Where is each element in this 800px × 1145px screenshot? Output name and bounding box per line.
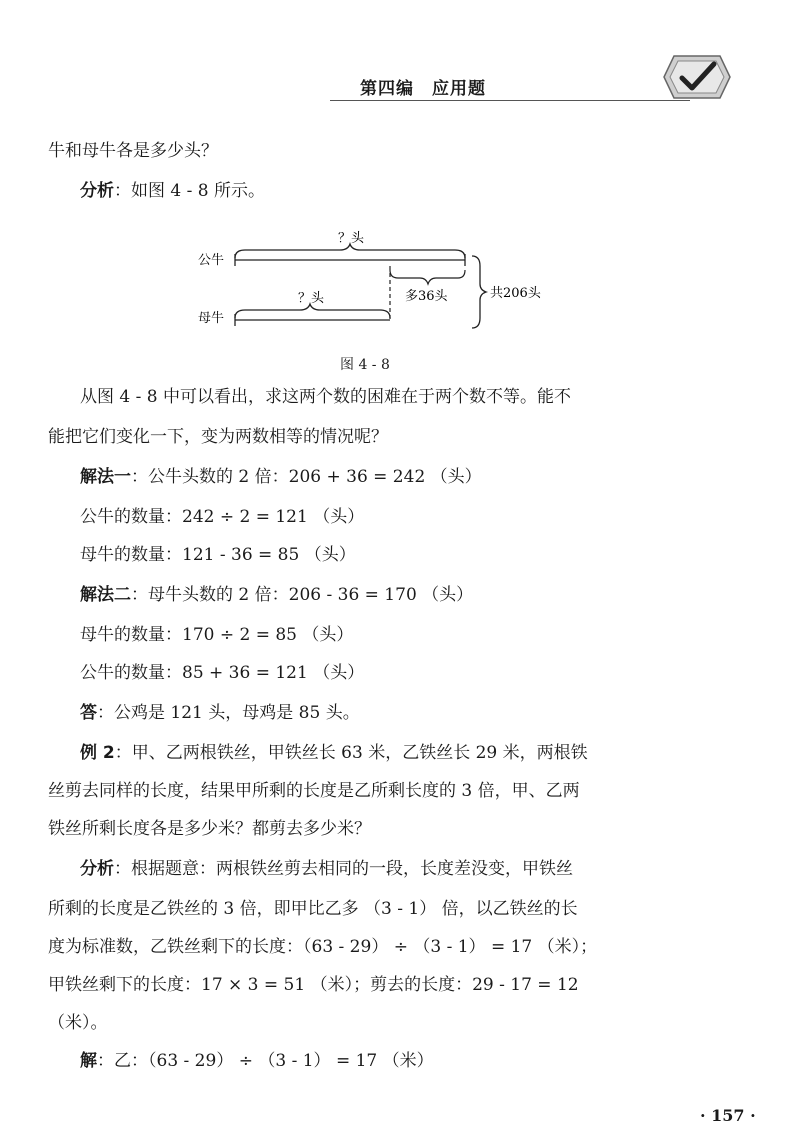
analysis-two-text: ：根据题意：两根铁丝剪去相同的一段，长度差没变，甲铁丝: [114, 859, 573, 879]
total-brace: [472, 256, 486, 328]
analysis-two-label: 分析: [80, 859, 114, 879]
text-line-8: [80, 584, 700, 606]
method-one-label: 解法一: [80, 467, 131, 487]
diagram-q-bull: ？头: [338, 231, 365, 246]
text-line-4: 能把它们变化一下，变为两数相等的情况呢？: [48, 427, 388, 447]
method-two-label: 解法二: [80, 585, 131, 605]
solution-text: ：乙：（63 - 29） ÷ （3 - 1） = 17 （米）: [97, 1051, 434, 1071]
text-line-20: [80, 1050, 700, 1072]
diagram-label-cow: 母牛: [198, 311, 225, 326]
diagram-label-bull: 公牛: [198, 253, 225, 268]
text-line-10: 公牛的数量：85 + 36 = 121 （头）: [80, 663, 365, 683]
cow-brace-top: [235, 304, 390, 318]
text-line-11: [80, 702, 700, 724]
page-number: · 157 ·: [700, 1106, 756, 1125]
solution-label: 解: [80, 1051, 97, 1071]
text-line-19: （米）。: [48, 1013, 108, 1033]
text-line-12: [80, 742, 700, 764]
diagram-q-cow: ？头: [298, 291, 325, 306]
text-line-2: [80, 180, 700, 202]
text-line-16: 所剩的长度是乙铁丝的 3 倍，即甲比乙多 （3 - 1） 倍，以乙铁丝的长: [48, 899, 578, 919]
header-badge-icon: [662, 48, 732, 106]
header-rule: [330, 100, 690, 101]
text-line-17: 度为标准数，乙铁丝剩下的长度：（63 - 29） ÷ （3 - 1） = 17 （米）；: [48, 937, 598, 957]
method-one-text: ：公牛头数的 2 倍：206 + 36 = 242 （头）: [131, 467, 482, 487]
text-line-18: 甲铁丝剩下的长度：17 × 3 = 51 （米）；剪去的长度：29 - 17 = 12: [48, 975, 579, 995]
answer-text: ：公鸡是 121 头，母鸡是 85 头。: [97, 703, 360, 723]
example-two-text: ：甲、乙两根铁丝，甲铁丝长 63 米，乙铁丝长 29 米，两根铁: [114, 743, 588, 763]
analysis-label: 分析: [80, 181, 114, 201]
line-segment-diagram: [190, 222, 570, 342]
example-two-label: 例 2: [80, 743, 115, 763]
answer-label: 答: [80, 703, 97, 723]
text-line-14: 铁丝所剩长度各是多少米？都剪去多少米？: [48, 819, 371, 839]
text-line-9: 母牛的数量：170 ÷ 2 = 85 （头）: [80, 625, 354, 645]
text-line-5: [80, 466, 700, 488]
bull-brace-top: [235, 244, 465, 258]
more-brace: [390, 270, 465, 284]
text-line-3: 从图 4 - 8 中可以看出，求这两个数的困难在于两个数不等。能不: [80, 387, 571, 407]
text-line-6: 公牛的数量：242 ÷ 2 = 121 （头）: [80, 507, 365, 527]
figure-caption: 图 4 - 8: [340, 357, 390, 373]
text-line-1: 牛和母牛各是多少头？: [48, 141, 218, 161]
page-header-title: 第四编 应用题: [360, 79, 486, 99]
diagram-total-label: 共206头: [490, 286, 541, 301]
text-line-7: 母牛的数量：121 - 36 = 85 （头）: [80, 545, 356, 565]
text-line-15: [80, 858, 700, 880]
text-line-13: 丝剪去同样的长度，结果甲所剩的长度是乙所剩长度的 3 倍，甲、乙两: [48, 781, 580, 801]
method-two-text: ：母牛头数的 2 倍：206 - 36 = 170 （头）: [131, 585, 474, 605]
analysis-text: ：如图 4 - 8 所示。: [114, 181, 265, 201]
diagram-more-label: 多36头: [405, 289, 448, 304]
